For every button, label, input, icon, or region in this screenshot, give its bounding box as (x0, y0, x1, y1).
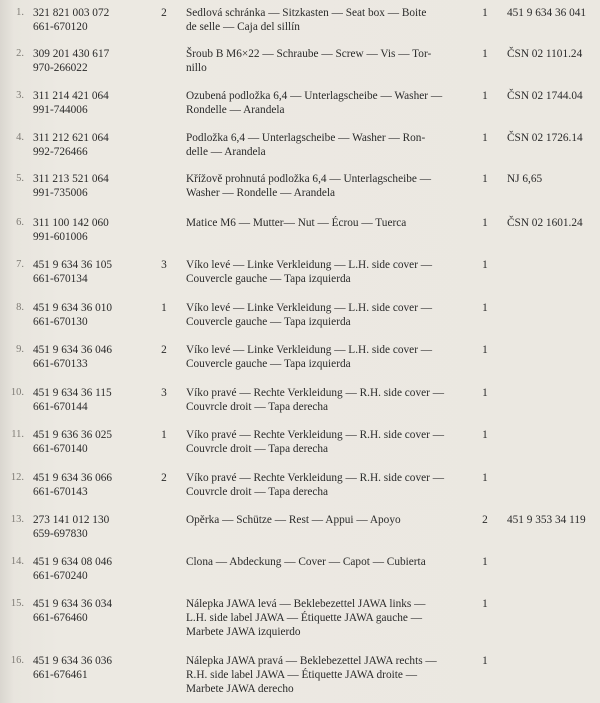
order-number: 661-670144 (33, 401, 88, 413)
quantity: 1 (482, 259, 488, 271)
part-codes (33, 555, 163, 583)
order-number: 661-670134 (33, 273, 88, 285)
part-number: 311 213 521 064 (33, 173, 109, 185)
quantity: 1 (482, 173, 488, 185)
part-number: 451 9 634 36 066 (33, 472, 113, 484)
variant-number: 3 (161, 259, 167, 271)
quantity: 2 (482, 514, 488, 526)
item-number: 15. (10, 598, 24, 609)
part-description (186, 216, 476, 230)
description-line: de selle — Caja del sillín (186, 21, 300, 33)
part-description (186, 172, 476, 200)
description-line: Couvrcle droit — Tapa derecha (186, 486, 329, 498)
part-codes (33, 131, 163, 159)
part-description (186, 654, 476, 696)
description-line: Couvercle gauche — Tapa izquierda (186, 358, 351, 370)
order-number: 661-670240 (33, 570, 88, 582)
description-line: Víko pravé — Rechte Verkleidung — R.H. side cover — (186, 429, 444, 441)
quantity: 1 (482, 48, 488, 60)
item-number: 4. (16, 132, 24, 143)
description-line: Couvercle gauche — Tapa izquierda (186, 273, 351, 285)
description-line: Couvrcle droit — Tapa derecha (186, 401, 329, 413)
item-number: 12. (10, 472, 24, 483)
description-line: Víko pravé — Rechte Verkleidung — R.H. side cover — (186, 387, 444, 399)
item-number: 8. (16, 302, 24, 313)
order-number: 661-670133 (33, 358, 88, 370)
description-line: Víko levé — Linke Verkleidung — L.H. side cover — (186, 259, 433, 271)
quantity: 1 (482, 7, 488, 19)
variant-number: 1 (161, 302, 167, 314)
order-number: 991-601006 (33, 231, 88, 243)
description-line: Víko levé — Linke Verkleidung — L.H. side cover — (186, 302, 433, 314)
variant-number: 1 (161, 429, 167, 441)
item-number: 6. (16, 217, 24, 228)
order-number: 659-697830 (33, 528, 88, 540)
part-description (186, 131, 476, 159)
quantity: 1 (482, 217, 488, 229)
part-codes (33, 301, 163, 329)
description-line: Nálepka JAWA levá — Beklebezettel JAWA links — (186, 598, 426, 610)
description-line: L.H. side label JAWA — Étiquette JAWA gauche — (186, 612, 423, 624)
quantity: 1 (482, 598, 488, 610)
part-codes (33, 172, 163, 200)
part-number: 273 141 012 130 (33, 514, 110, 526)
order-number: 661-670130 (33, 316, 88, 328)
part-description (186, 428, 476, 456)
item-number: 10. (10, 387, 24, 398)
quantity: 1 (482, 344, 488, 356)
item-number: 3. (16, 90, 24, 101)
description-line: Rondelle — Arandela (186, 104, 285, 116)
order-number: 661-676460 (33, 612, 88, 624)
order-number: 991-744006 (33, 104, 88, 116)
order-number: 661-670120 (33, 21, 88, 33)
part-codes (33, 654, 163, 682)
description-line: Víko pravé — Rechte Verkleidung — R.H. side cover — (186, 472, 444, 484)
variant-number: 3 (161, 387, 167, 399)
part-codes (33, 6, 163, 34)
quantity: 1 (482, 90, 488, 102)
part-description (186, 258, 476, 286)
quantity: 1 (482, 387, 488, 399)
variant-number: 2 (161, 7, 167, 19)
part-number: 321 821 003 072 (33, 7, 110, 19)
order-number: 661-670143 (33, 486, 88, 498)
part-codes (33, 513, 163, 541)
part-description (186, 513, 476, 527)
description-line: Křížově prohnutá podložka 6,4 — Unterlagscheibe — (186, 173, 432, 185)
item-number: 11. (11, 429, 24, 440)
order-number: 661-676461 (33, 669, 88, 681)
quantity: 1 (482, 302, 488, 314)
description-line: delle — Arandela (186, 146, 266, 158)
description-line: Podložka 6,4 — Unterlagscheibe — Washer — Ron- (186, 132, 426, 144)
part-description (186, 47, 476, 75)
item-number: 13. (10, 514, 24, 525)
part-codes (33, 471, 163, 499)
description-line: Matice M6 — Mutter— Nut — Écrou — Tuerca (186, 217, 407, 229)
description-line: Clona — Abdeckung — Cover — Capot — Cubierta (186, 556, 426, 568)
description-line: R.H. side label JAWA — Étiquette JAWA droite — (186, 669, 417, 681)
part-number: 451 9 634 36 046 (33, 344, 113, 356)
quantity: 1 (482, 429, 488, 441)
part-number: 451 9 634 36 010 (33, 302, 113, 314)
description-line: nillo (186, 62, 207, 74)
variant-number: 2 (161, 344, 167, 356)
description-line: Washer — Rondelle — Arandela (186, 187, 336, 199)
order-number: 992-726466 (33, 146, 88, 158)
order-number: 991-735006 (33, 187, 88, 199)
item-number: 9. (16, 344, 24, 355)
order-number: 970-266022 (33, 62, 88, 74)
reference-standard: 451 9 353 34 119 (507, 514, 586, 526)
description-line: Opěrka — Schütze — Rest — Appui — Apoyo (186, 514, 401, 526)
description-line: Sedlová schránka — Sitzkasten — Seat box — Boite (186, 7, 427, 19)
part-number: 451 9 636 36 025 (33, 429, 113, 441)
description-line: Marbete JAWA izquierdo (186, 626, 301, 638)
item-number: 14. (10, 556, 24, 567)
reference-standard: ČSN 02 1726.14 (507, 132, 583, 144)
part-number: 451 9 634 08 046 (33, 556, 113, 568)
part-codes (33, 89, 163, 117)
part-number: 451 9 634 36 115 (33, 387, 112, 399)
description-line: Nálepka JAWA pravá — Beklebezettel JAWA rechts — (186, 655, 437, 667)
description-line: Ozubená podložka 6,4 — Unterlagscheibe — Washer — (186, 90, 443, 102)
quantity: 1 (482, 556, 488, 568)
reference-standard: ČSN 02 1101.24 (507, 48, 583, 60)
item-number: 1. (16, 7, 24, 18)
part-number: 311 100 142 060 (33, 217, 109, 229)
item-number: 2. (16, 48, 24, 59)
part-description (186, 386, 476, 414)
part-description (186, 89, 476, 117)
part-codes (33, 216, 163, 244)
part-number: 451 9 634 36 034 (33, 598, 113, 610)
part-codes (33, 258, 163, 286)
reference-standard: 451 9 634 36 041 (507, 7, 587, 19)
part-description (186, 555, 476, 569)
part-codes (33, 343, 163, 371)
reference-standard: ČSN 02 1744.04 (507, 90, 583, 102)
item-number: 16. (10, 655, 24, 666)
part-description (186, 597, 476, 639)
order-number: 661-670140 (33, 443, 88, 455)
quantity: 1 (482, 132, 488, 144)
description-line: Marbete JAWA derecho (186, 683, 294, 695)
part-description (186, 343, 476, 371)
part-codes (33, 47, 163, 75)
part-description (186, 6, 476, 34)
part-codes (33, 386, 163, 414)
part-number: 311 214 421 064 (33, 90, 109, 102)
description-line: Víko levé — Linke Verkleidung — L.H. side cover — (186, 344, 433, 356)
part-codes (33, 428, 163, 456)
part-description (186, 301, 476, 329)
description-line: Couvercle gauche — Tapa izquierda (186, 316, 351, 328)
part-codes (33, 597, 163, 625)
quantity: 1 (482, 472, 488, 484)
item-number: 7. (16, 259, 24, 270)
reference-standard: NJ 6,65 (507, 173, 543, 185)
part-number: 311 212 621 064 (33, 132, 109, 144)
description-line: Couvrcle droit — Tapa derecha (186, 443, 329, 455)
description-line: Šroub B M6×22 — Schraube — Screw — Vis — Tor- (186, 48, 432, 60)
reference-standard: ČSN 02 1601.24 (507, 217, 583, 229)
quantity: 1 (482, 655, 488, 667)
variant-number: 2 (161, 472, 167, 484)
part-number: 309 201 430 617 (33, 48, 110, 60)
part-number: 451 9 634 36 105 (33, 259, 113, 271)
part-number: 451 9 634 36 036 (33, 655, 113, 667)
item-number: 5. (16, 173, 24, 184)
part-description (186, 471, 476, 499)
